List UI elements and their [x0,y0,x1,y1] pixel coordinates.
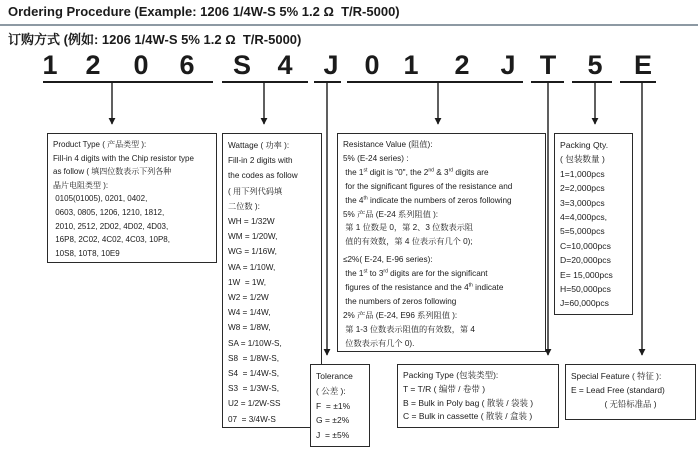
text-line: T = T/R ( 编带 / 卷带 ) [403,383,486,394]
text-line: S8 = 1/8W-S, [228,353,280,363]
text-line: as follow ( 填四位数表示下列各种 [53,167,172,177]
text-line: ( 包装数量 ) [560,154,605,165]
text-line: the numbers of zeros following [343,296,457,306]
product-type-box [47,133,217,263]
wattage-box [222,133,322,428]
text-line: the 1st digit is "0", the 2nd & 3rd digits are [343,167,489,177]
text-line: S3 = 1/3W-S, [228,384,280,394]
text-line: 第 1-3 位数表示阻值的有效数，第 4 [343,324,475,334]
text-line: 0603, 0805, 1206, 1210, 1812, [53,207,165,217]
ordering-code-char: 2 [454,50,470,80]
text-line: 16P8, 2C02, 4C02, 4C03, 10P8, [53,235,170,245]
text-line: C=10,000pcs [560,240,611,251]
text-line: Tolerance [316,371,353,381]
text-line: the codes as follow [228,171,298,181]
ordering-code-char: 2 [85,50,101,80]
text-line: 5=5,000pcs [560,226,605,237]
text-line: J=60,000pcs [560,298,609,309]
text-line: 位数表示有几个 0). [343,338,415,348]
text-line: Wattage ( 功率 ): [228,141,290,150]
ordering-code-char: E [633,50,653,80]
text-line: 二位数 ): [228,201,260,211]
text-line: C = Bulk in cassette ( 散装 / 盒装 ) [403,411,533,422]
text-line: W2 = 1/2W [228,293,269,303]
ordering-code-char: 0 [364,50,380,80]
text-line: Fill-in 4 digits with the Chip resistor type [53,153,194,163]
text-line: 2=2,000pcs [560,183,605,194]
text-line: 第 1 位数是 0，第 2、3 位数表示阻 [343,223,474,233]
text-line: Fill-in 2 digits with [228,156,293,166]
ordering-code-char: 1 [403,50,419,80]
text-line: B = Bulk in Poly bag ( 散装 / 袋装 ) [403,397,534,408]
text-line: WM = 1/20W, [228,232,278,242]
text-line: for the significant figures of the resistance and [343,181,513,191]
packing-qty-box [554,133,633,315]
text-line: SA = 1/10W-S, [228,338,282,348]
text-line: E= 15,000pcs [560,269,613,280]
special-feature-box [565,364,696,420]
text-line: J = ±5% [316,430,350,441]
text-line: 2010, 2512, 2D02, 4D02, 4D03, [53,221,169,231]
text-line: ( 公差 ): [316,385,346,396]
text-line: F = ±1% [316,400,351,411]
page-title: Ordering Procedure (Example: 1206 1/4W-S 5% 1.2 Ω T/R-5000) [8,4,400,19]
text-line: Resistance Value (阻值): [343,140,433,149]
text-line: U2 = 1/2W-SS [228,399,281,409]
text-line: W4 = 1/4W, [228,308,271,318]
text-line: WG = 1/16W, [228,247,277,257]
text-line: 07 = 3/4W-S [228,414,276,424]
ordering-code-char: 1 [42,50,58,80]
text-line: 5% (E-24 series) : [343,153,409,163]
text-line: the 4th indicate the numbers of zeros following [343,194,512,205]
text-line: W8 = 1/8W, [228,323,271,333]
page-title-chinese: 订购方式 (例如: 1206 1/4W-S 5% 1.2 Ω T/R-5000) [8,32,302,47]
text-line: figures of the resistance and the 4th indicate [343,282,504,293]
text-line: Special Feature ( 特征 ): [571,371,662,381]
text-line: S4 = 1/4W-S, [228,369,280,379]
text-line: 3=3,000pcs [560,197,605,208]
ordering-code-char: 4 [277,50,293,80]
text-line: 1W = 1W, [228,277,266,287]
resistance-value-box [337,133,546,352]
text-line: 4=4,000pcs, [560,212,608,223]
ordering-code-char: 0 [133,50,149,80]
ordering-code-char: J [500,50,516,80]
text-line: 10S8, 10T8, 10E9 [53,248,120,258]
text-line: 值的有效数，第 4 位表示有几个 0); [343,237,473,247]
ordering-code-char: 6 [179,50,195,80]
text-line: H=50,000pcs [560,284,611,295]
ordering-code-char: J [323,50,339,80]
text-line: Product Type ( 产品类型 ): [53,140,147,149]
text-line: 1=1,000pcs [560,168,605,179]
text-line: 0105(01005), 0201, 0402, [53,194,148,204]
text-line: E = Lead Free (standard) [571,385,665,396]
text-line: WA = 1/10W, [228,262,276,272]
text-line: WH = 1/32W [228,217,275,227]
ordering-code-char: S [232,50,252,80]
text-line: 晶片电阻类型 ): [53,180,109,190]
text-line: 5% 产品 (E-24 系列阻值 ): [343,209,439,219]
text-line: 2% 产品 (E-24, E96 系列阻值 ): [343,310,458,320]
text-line: G = ±2% [316,415,350,426]
text-line: ( 无铅标准品 ) [604,399,657,410]
tolerance-box [310,364,370,447]
text-line: the 1st to 3rd digits are for the significant [343,268,488,279]
text-line: ≤2%( E-24, E-96 series): [343,255,433,265]
text-line: D=20,000pcs [560,255,611,266]
text-line: Packing Qty. [560,140,609,150]
text-line: ( 用下列代码填 [228,186,283,196]
ordering-code-char: T [539,50,557,80]
text-line: Packing Type (包装类型): [403,370,499,380]
ordering-code-char: 5 [587,50,603,80]
packing-type-box [397,364,559,428]
